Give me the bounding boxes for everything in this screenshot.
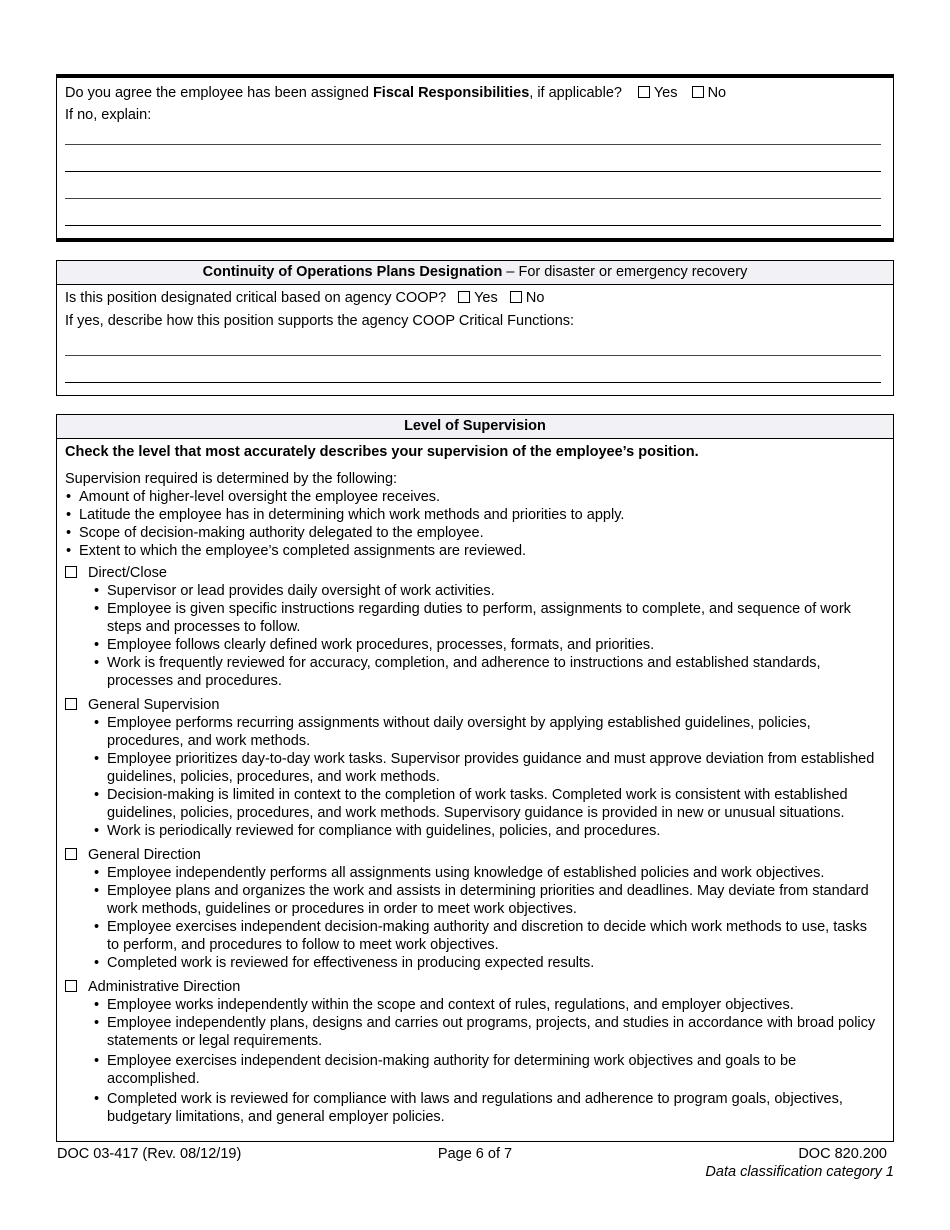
option-label: Administrative Direction (88, 979, 241, 995)
coop-no-checkbox[interactable] (510, 291, 522, 303)
option-label: General Direction (88, 847, 201, 863)
list-item: • Employee independently plans, designs and carries out programs, projects, and studies in accordance with broad policy statements or legal requirements. (93, 1014, 881, 1050)
coop-yes-label: Yes (474, 290, 498, 306)
footer-form-id: DOC 03-417 (Rev. 08/12/19) (57, 1146, 242, 1162)
coop-header (57, 261, 893, 285)
coop-question (65, 289, 544, 308)
list-item: • Employee performs recurring assignments without daily oversight by applying established guidelines, policies, procedures, and work methods. (93, 714, 881, 750)
list-item: • Decision-making is limited in context to the completion of work tasks. Completed work is consistent with established guidelines, policies, procedures, and work methods. Supervisory guidance is provided in new or unusual situations. (93, 786, 881, 822)
list-item: • Employee exercises independent decision-making authority for determining work objectives and goals to be accomplished. (93, 1052, 881, 1088)
list-item: • Employee follows clearly defined work procedures, processes, formats, and priorities. (93, 636, 881, 654)
coop-no-label: No (525, 290, 545, 306)
list-item: • Employee works independently within the scope and context of rules, regulations, and employer objectives. (93, 996, 881, 1014)
option-general-supervision (65, 696, 881, 840)
fiscal-explain-line-2[interactable] (65, 171, 881, 172)
list-item: • Employee exercises independent decision-making authority and discretion to decide which work methods to use, tasks to perform, and procedures to follow to meet work objectives. (93, 918, 881, 954)
coop-describe-label: If yes, describe how this position supports the agency COOP Critical Functions: (65, 313, 575, 329)
footer-classification: Data classification category 1 (705, 1164, 894, 1180)
supervision-instruction: Check the level that most accurately describes your supervision of the employee’s position. (65, 444, 699, 460)
supervision-intro: Supervision required is determined by the following: (65, 471, 398, 487)
general-supervision-checkbox[interactable] (65, 698, 77, 710)
direct-close-checkbox[interactable] (65, 566, 77, 578)
fiscal-section (56, 74, 894, 242)
list-item: • Scope of decision-making authority delegated to the employee. (65, 524, 881, 542)
fiscal-explain-line-3[interactable] (65, 198, 881, 199)
fiscal-no-checkbox[interactable] (692, 86, 704, 98)
supervision-header (57, 415, 893, 439)
coop-yes-checkbox[interactable] (458, 291, 470, 303)
supervision-title: Level of Supervision (404, 418, 546, 434)
list-item: • Extent to which the employee’s completed assignments are reviewed. (65, 542, 881, 560)
list-item: • Completed work is reviewed for effectiveness in producing expected results. (93, 954, 881, 972)
fiscal-question (65, 84, 726, 103)
list-item: • Employee is given specific instructions regarding duties to perform, assignments to complete, and sequence of work steps and processes to follow. (93, 600, 881, 636)
coop-describe-line-1[interactable] (65, 355, 881, 356)
fiscal-yes-checkbox[interactable] (638, 86, 650, 98)
footer-doc-ref: DOC 820.200 (798, 1146, 887, 1162)
option-label: Direct/Close (88, 565, 167, 581)
list-item: • Completed work is reviewed for compliance with laws and regulations and adherence to program goals, objectives, budgetary limitations, and general employer policies. (93, 1090, 881, 1126)
fiscal-yes-label: Yes (653, 85, 678, 101)
fiscal-question-text: Do you agree the employee has been assigned (65, 85, 373, 101)
fiscal-question-suffix: , if applicable? (529, 85, 622, 101)
administrative-direction-checkbox[interactable] (65, 980, 77, 992)
coop-subtitle: – For disaster or emergency recovery (502, 264, 748, 280)
fiscal-question-bold: Fiscal Responsibilities (372, 85, 530, 101)
list-item: • Latitude the employee has in determining which work methods and priorities to apply. (65, 506, 881, 524)
supervision-factor-list (65, 488, 881, 560)
option-general-direction (65, 846, 881, 972)
list-item: • Employee prioritizes day-to-day work tasks. Supervisor provides guidance and must approve deviation from established guidelines, policies, procedures, and work methods. (93, 750, 881, 786)
list-item: • Employee plans and organizes the work and assists in determining priorities and deadlines. May deviate from standard work methods, guidelines or procedures in order to meet work objectives. (93, 882, 881, 918)
general-direction-checkbox[interactable] (65, 848, 77, 860)
coop-describe-line-2[interactable] (65, 382, 881, 383)
fiscal-explain-label: If no, explain: (65, 107, 152, 123)
fiscal-explain-line-1[interactable] (65, 144, 881, 145)
option-label: General Supervision (88, 697, 220, 713)
coop-title: Continuity of Operations Plans Designation (202, 264, 503, 280)
option-direct-close (65, 564, 881, 690)
fiscal-no-label: No (707, 85, 727, 101)
coop-question-text: Is this position designated critical based on agency COOP? (65, 290, 447, 306)
coop-section (56, 260, 894, 396)
list-item: • Work is periodically reviewed for compliance with guidelines, policies, and procedures. (93, 822, 881, 840)
list-item: • Work is frequently reviewed for accuracy, completion, and adherence to instructions and established standards, processes and procedures. (93, 654, 881, 690)
fiscal-explain-line-4[interactable] (65, 225, 881, 226)
footer-page-number: Page 6 of 7 (437, 1146, 513, 1162)
supervision-section (56, 414, 894, 1142)
list-item: • Supervisor or lead provides daily oversight of work activities. (93, 582, 881, 600)
list-item: • Employee independently performs all assignments using knowledge of established policies and work objectives. (93, 864, 881, 882)
list-item: • Amount of higher-level oversight the employee receives. (65, 488, 881, 506)
option-administrative-direction (65, 978, 881, 1126)
